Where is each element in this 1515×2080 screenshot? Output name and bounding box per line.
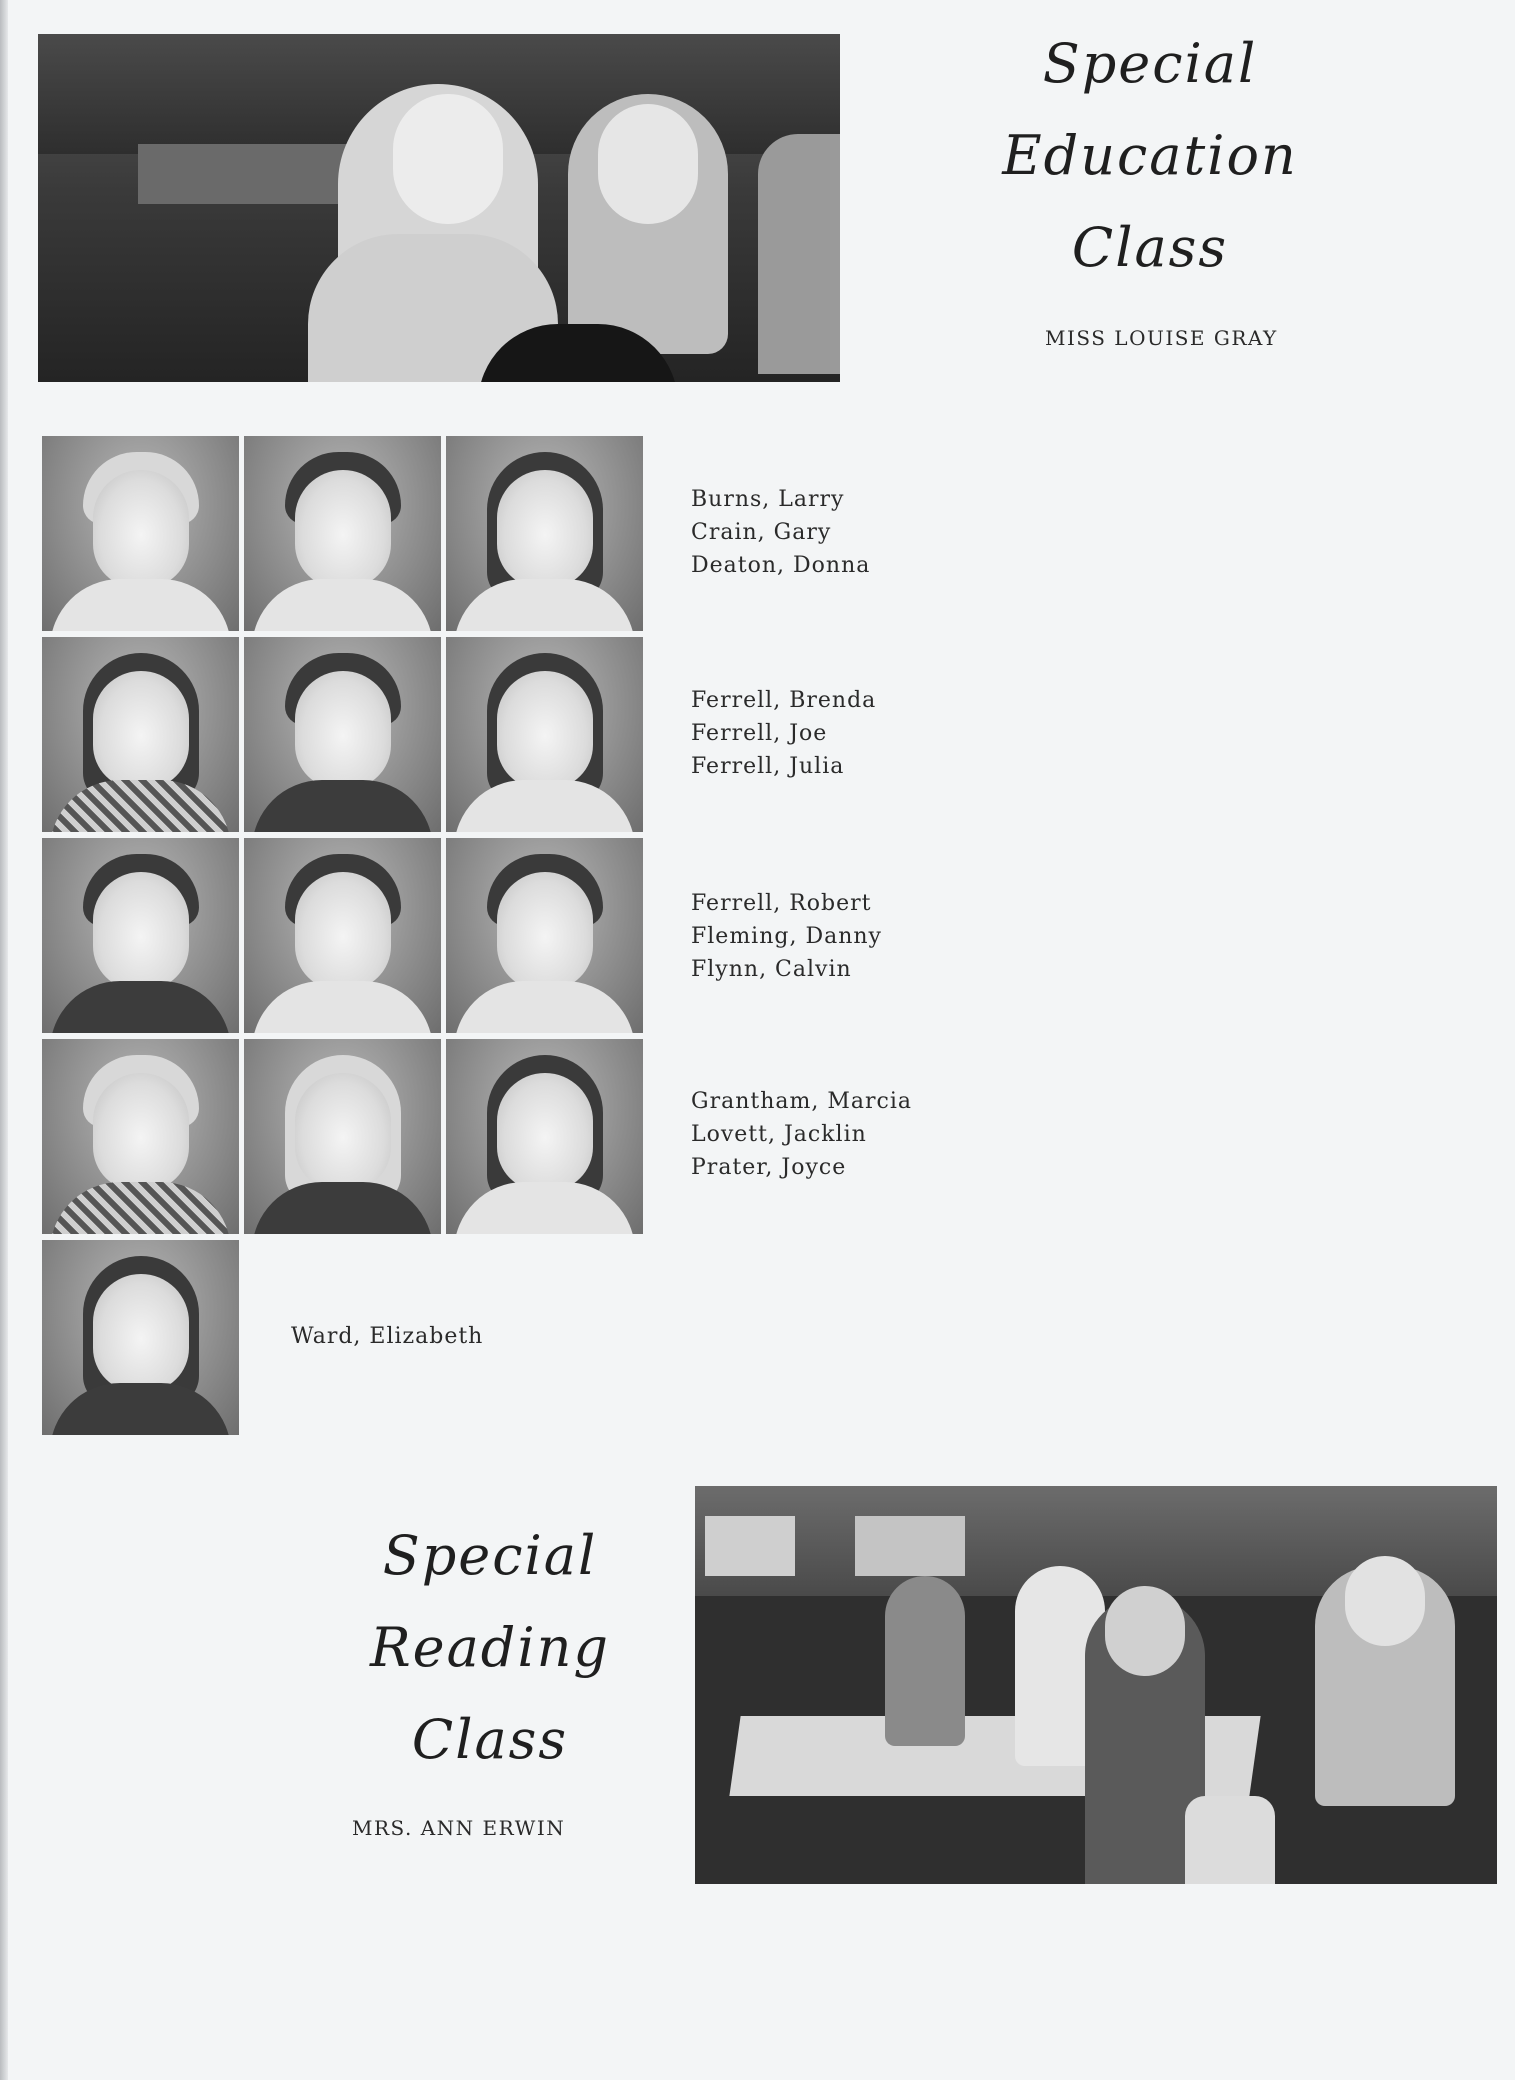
- special-reading-class-photo: [695, 1486, 1497, 1884]
- student-name: Lovett, Jacklin: [691, 1122, 867, 1147]
- student-portrait: [244, 436, 441, 631]
- title-line-3: Class: [1071, 216, 1229, 279]
- student-name: Prater, Joyce: [691, 1155, 847, 1180]
- student-portrait: [446, 838, 643, 1033]
- student-name: Deaton, Donna: [691, 553, 871, 578]
- student-name: Crain, Gary: [691, 520, 832, 545]
- page-binding-edge: [0, 0, 8, 2080]
- student-portrait: [244, 1039, 441, 1234]
- student-portrait: [42, 637, 239, 832]
- student-name: Ward, Elizabeth: [291, 1324, 484, 1349]
- name-list-row-4: [691, 1085, 912, 1184]
- student-name: Ferrell, Joe: [691, 721, 828, 746]
- student-portrait: [244, 838, 441, 1033]
- title-line-1: Special: [382, 1524, 598, 1587]
- special-education-teacher: MISS LOUISE GRAY: [1045, 326, 1278, 350]
- student-portrait: [244, 637, 441, 832]
- special-reading-title: [260, 1510, 720, 1786]
- title-line-2: Education: [1002, 124, 1298, 187]
- name-list-row-1: [691, 483, 870, 582]
- special-reading-teacher: MRS. ANN ERWIN: [352, 1816, 566, 1840]
- title-line-3: Class: [411, 1708, 569, 1771]
- student-portrait: [42, 436, 239, 631]
- student-name: Ferrell, Robert: [691, 891, 872, 916]
- student-portrait: [42, 838, 239, 1033]
- student-name: Fleming, Danny: [691, 924, 882, 949]
- title-line-2: Reading: [370, 1616, 610, 1679]
- student-name: Grantham, Marcia: [691, 1089, 912, 1114]
- special-education-class-photo: [38, 34, 840, 382]
- title-line-1: Special: [1042, 32, 1258, 95]
- student-portrait: [42, 1240, 239, 1435]
- student-name: Burns, Larry: [691, 487, 845, 512]
- special-education-title: [920, 18, 1380, 294]
- student-portrait: [446, 1039, 643, 1234]
- student-portrait: [446, 637, 643, 832]
- student-name: Ferrell, Julia: [691, 754, 845, 779]
- student-portrait: [446, 436, 643, 631]
- name-list-row-5: [291, 1320, 483, 1353]
- student-name: Ferrell, Brenda: [691, 688, 877, 713]
- name-list-row-3: [691, 887, 882, 986]
- name-list-row-2: [691, 684, 876, 783]
- student-portrait: [42, 1039, 239, 1234]
- student-name: Flynn, Calvin: [691, 957, 852, 982]
